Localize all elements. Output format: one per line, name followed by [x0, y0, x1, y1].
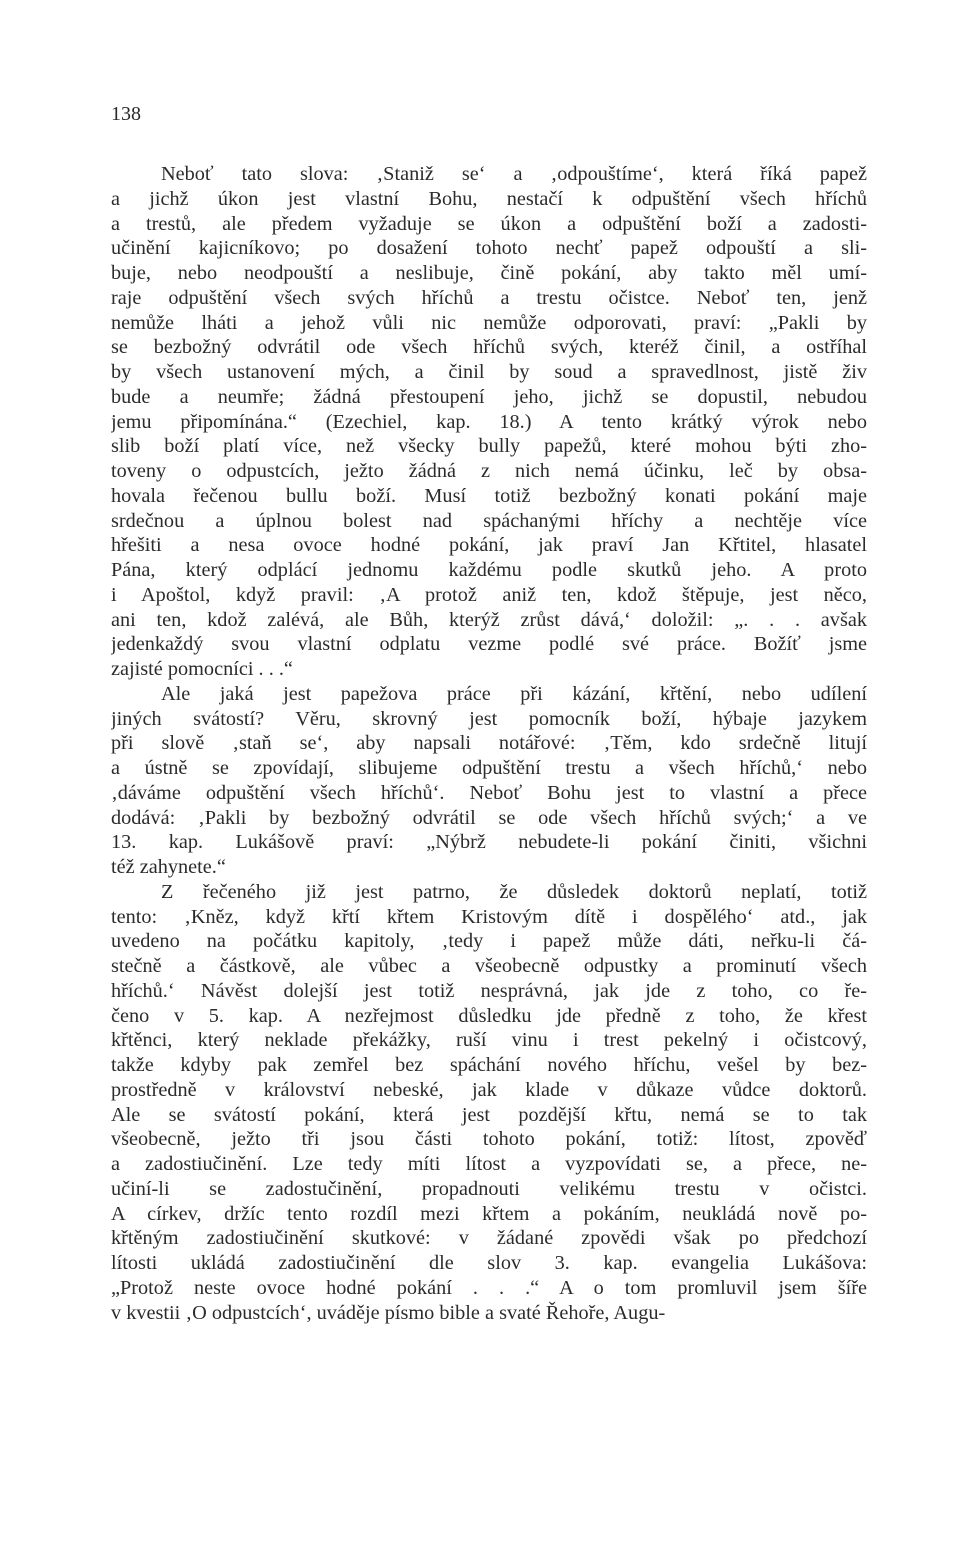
- text-line: hřešiti a nesa ovoce hodné pokání, jak praví Jan Křtitel, hlasatel: [111, 534, 867, 557]
- text-line: slib boží platí více, než všecky bully papežů, které mohou býti zho-: [111, 435, 867, 458]
- text-line: uvedeno na počátku kapitoly, ‚tedy i papež může dáti, neřku-li čá-: [111, 930, 867, 953]
- text-line: ‚dáváme odpuštění všech hříchů‘. Neboť Bohu jest to vlastní a přece: [111, 781, 867, 804]
- text-line: všeobecně, ježto tři jsou části tohoto pokání, totiž: lítost, zpověď: [111, 1128, 867, 1151]
- text-line: hovala řečenou bullu boží. Musí totiž bezbožný konati pokání maje: [111, 484, 867, 507]
- text-line: i Apoštol, když pravil: ‚A protož aniž ten, kdož štěpuje, jest něco,: [111, 583, 867, 606]
- text-line: učinění kajicníkovo; po dosažení tohoto nechť papež odpouští a sli-: [111, 237, 867, 260]
- text-line: lítosti ukládá zadostiučinění dle slov 3. kap. evangelia Lukášova:: [111, 1252, 867, 1274]
- text-line: a trestů, ale předem vyžaduje se úkon a odpuštění boží a zadosti-: [111, 212, 867, 235]
- text-line: nemůže lháti a jehož vůli nic nemůže odporovati, praví: „Pakli by: [111, 311, 867, 334]
- text-line: zajisté pomocníci . . .“: [111, 658, 293, 680]
- text-line: jedenkaždý svou vlastní odplatu vezme podlé své práce. Božíť jsme: [111, 633, 867, 656]
- text-line: též zahynete.“: [111, 856, 226, 878]
- page-number: 138: [111, 103, 141, 125]
- text-line: v kvestii ‚O odpustcích‘, uváděje písmo bible a svaté Řehoře, Augu-: [111, 1301, 666, 1324]
- paragraph: [111, 880, 867, 1326]
- text-line: jemu připomínána.“ (Ezechiel, kap. 18.) A tento krátký výrok nebo: [111, 410, 867, 433]
- text-line: čeno v 5. kap. A nezřejmost důsledku jde předně z toho, že křest: [111, 1004, 867, 1027]
- text-line: jiných svátostí? Věru, skrovný jest pomocník boží, hýbaje jazykem: [111, 707, 867, 730]
- text-line: by všech ustanovení mých, a činil by soud a spravedlnost, jistě živ: [111, 361, 867, 383]
- text-line: dodává: ‚Pakli by bezbožný odvrátil se ode všech hříchů svých;‘ a ve: [111, 806, 867, 829]
- paragraph: [111, 162, 867, 682]
- text-line: 13. kap. Lukášově praví: „Nýbrž nebudete-li pokání činiti, všichni: [111, 831, 867, 854]
- text-line: prostředně v království nebeské, jak klade v důkaze vůdce doktorů.: [111, 1078, 867, 1101]
- text-line: toveny o odpustcích, ježto žádná z nich nemá účinku, leč by obsa-: [111, 460, 867, 482]
- text-line: učiní-li se zadostučinění, propadnouti velikému trestu v očistci.: [111, 1177, 867, 1200]
- text-line: tento: ‚Kněz, když křtí křtem Kristovým dítě i dospělého‘ atd., jak: [111, 905, 867, 928]
- text-line: „Protož neste ovoce hodné pokání . . .“ A o tom promluvil jsem šíře: [111, 1276, 867, 1299]
- text-line: buje, nebo neodpouští a neslibuje, čině pokání, aby takto měl umí-: [111, 262, 867, 284]
- text-line: Ale jaká jest papežova práce při kázání, křtění, nebo udílení: [161, 682, 867, 705]
- body-text: [111, 162, 867, 1325]
- text-line: stečně a částkově, ale vůbec a všeobecně odpustky a prominutí všech: [111, 955, 867, 977]
- text-line: hříchů.‘ Návěst dolejší jest totiž nesprávná, jak jde z toho, co ře-: [111, 979, 867, 1002]
- text-line: Pána, který odplácí jednomu každému podle skutků jeho. A proto: [111, 559, 867, 581]
- text-line: se bezbožný odvrátil ode všech hříchů svých, kteréž činil, a ostříhal: [111, 336, 867, 359]
- text-line: bude a neumře; žádná přestoupení jeho, jichž se dopustil, nebudou: [111, 385, 867, 408]
- text-line: raje odpuštění všech svých hříchů a trestu očistce. Neboť ten, jenž: [111, 286, 867, 309]
- text-line: a ústně se zpovídají, slibujeme odpuštění trestu a všech hříchů,‘ nebo: [111, 757, 867, 779]
- text-line: takže kdyby pak zemřel bez spáchání nového hříchu, vešel by bez-: [111, 1054, 867, 1076]
- text-line: při slově ‚staň se‘, aby napsali notářové: ‚Těm, kdo srdečně litují: [111, 732, 867, 755]
- text-line: a jichž úkon jest vlastní Bohu, nestačí k odpuštění všech hříchů: [111, 187, 867, 210]
- text-line: srdečnou a úplnou bolest nad spáchanými hříchy a nechtěje více: [111, 509, 867, 532]
- text-line: ani ten, kdož zalévá, ale Bůh, kterýž zrůst dává,‘ doložil: „. . . avšak: [111, 608, 867, 631]
- text-line: A církev, držíc tento rozdíl mezi křtem a pokáním, neukládá nově po-: [111, 1202, 867, 1225]
- text-line: a zadostiučinění. Lze tedy míti lítost a vyzpovídati se, a přece, ne-: [111, 1153, 867, 1175]
- text-line: Z řečeného již jest patrno, že důsledek doktorů neplatí, totiž: [161, 880, 867, 903]
- text-line: Ale se svátostí pokání, která jest pozdější křtu, nemá se to tak: [111, 1103, 867, 1126]
- text-line: křtěnci, který neklade překážky, ruší vinu i trest pekelný i očistcový,: [111, 1029, 867, 1052]
- paragraph: [111, 682, 867, 880]
- text-line: Neboť tato slova: ‚Staniž se‘ a ‚odpouštíme‘, která říká papež: [161, 163, 867, 185]
- text-line: křtěným zadostiučinění skutkové: v žádané zpovědi však po předchozí: [111, 1227, 867, 1250]
